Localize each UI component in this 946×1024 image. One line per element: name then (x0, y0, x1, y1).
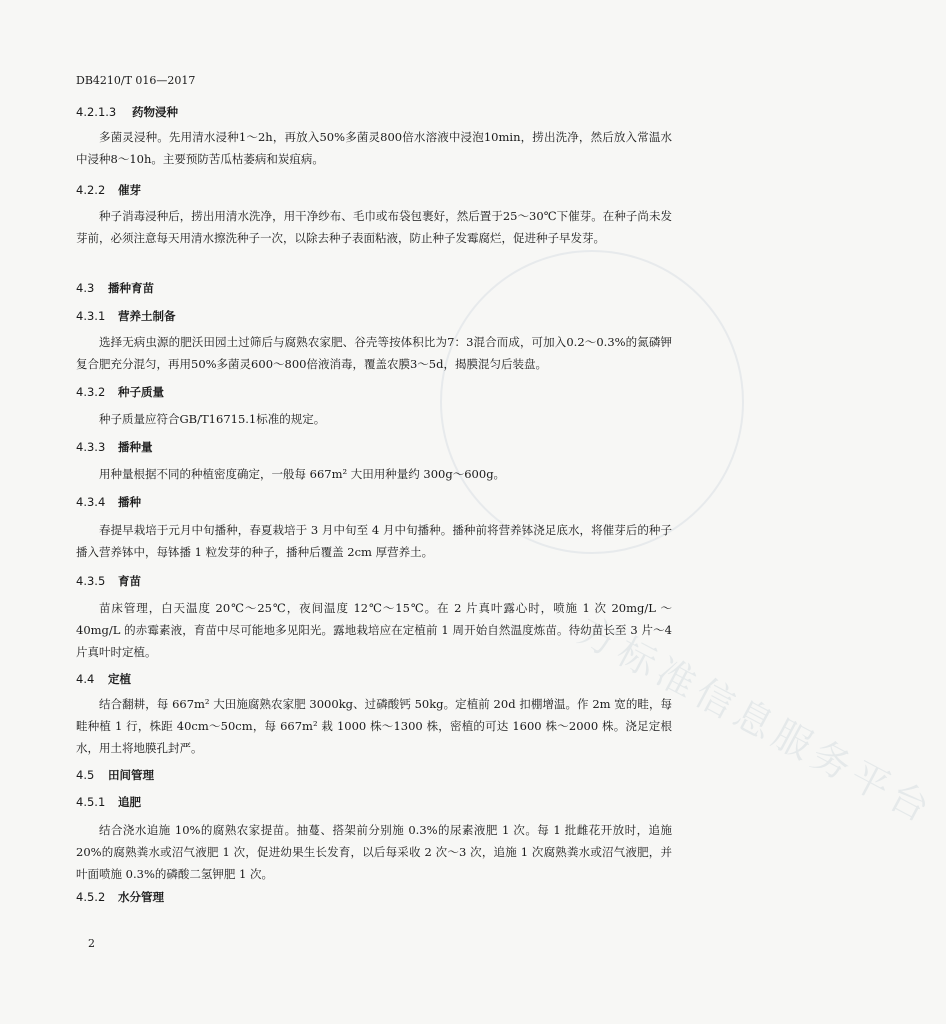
paragraph: 春提早栽培于元月中旬播种，春夏栽培于 3 月中旬至 4 月中旬播种。播种前将营养钵浇足底水，将催芽后的种子播入营养钵中，每钵播 1 粒发芽的种子，播种后覆盖 2cm 厚营养土。 (76, 523, 672, 559)
section-heading (76, 384, 164, 400)
paragraph: 种子质量应符合GB/T16715.1标准的规定。 (99, 412, 326, 426)
section-heading (76, 104, 178, 120)
section-number: 4.2.2 (76, 183, 106, 197)
section-title: 育苗 (118, 574, 141, 588)
section-heading (76, 767, 154, 783)
section-number: 4.3.5 (76, 574, 106, 588)
section-number: 4.3.3 (76, 440, 106, 454)
section-heading (76, 280, 154, 296)
page-number: 2 (88, 937, 95, 950)
paragraph: 结合浇水追施 10%的腐熟农家提苗。抽蔓、搭架前分别施 0.3%的尿素液肥 1 次。每 1 批雌花开放时，追施 20%的腐熟粪水或沼气液肥 1 次，促进幼果生长发育，以后每采收 2 次～3 次，追施 1 次腐熟粪水或沼气液肥，并叶面喷施 0.3%的磷酸二氢钾肥 1 次。 (76, 823, 672, 881)
section-title: 田间管理 (108, 768, 154, 782)
section-number: 4.3 (76, 281, 95, 295)
section-title: 催芽 (118, 183, 141, 197)
section-title: 播种 (118, 495, 141, 509)
section-title: 播种育苗 (108, 281, 154, 295)
section-heading (76, 494, 141, 510)
section-title: 种子质量 (118, 385, 164, 399)
section-heading (76, 794, 141, 810)
section-heading (76, 308, 176, 324)
section-heading (76, 671, 131, 687)
section-number: 4.3.1 (76, 309, 106, 323)
section-number: 4.3.2 (76, 385, 106, 399)
section-number: 4.5.1 (76, 795, 106, 809)
section-number: 4.3.4 (76, 495, 106, 509)
section-number: 4.2.1.3 (76, 105, 117, 119)
paragraph: 结合翻耕，每 667m² 大田施腐熟农家肥 3000kg、过磷酸钙 50kg。定植前 20d 扣棚增温。作 2m 宽的畦，每畦种植 1 行，株距 40cm～50cm，每 667m² 栽 1000 株～1300 株，密植的可达 1600 株～2000 株。浇足定根水，用土将地膜孔封严。 (76, 697, 672, 755)
section-title: 定植 (108, 672, 131, 686)
section-heading (76, 889, 164, 905)
section-number: 4.5.2 (76, 890, 106, 904)
section-heading (76, 573, 141, 589)
section-title: 营养土制备 (118, 309, 176, 323)
section-number: 4.5 (76, 768, 95, 782)
paragraph: 选择无病虫源的肥沃田园土过筛后与腐熟农家肥、谷壳等按体积比为7：3混合而成，可加入0.2～0.3%的氮磷钾复合肥充分混匀，再用50%多菌灵600～800倍液消毒，覆盖农膜3～5d，揭膜混匀后装盘。 (76, 335, 672, 371)
paragraph: 用种量根据不同的种植密度确定，一般每 667m² 大田用种量约 300g～600g。 (99, 467, 506, 481)
section-heading (76, 182, 141, 198)
watermark-seal (440, 250, 744, 554)
section-title: 追肥 (118, 795, 141, 809)
paragraph: 种子消毒浸种后，捞出用清水洗净，用干净纱布、毛巾或布袋包裹好，然后置于25～30℃下催芽。在种子尚未发芽前，必须注意每天用清水擦洗种子一次，以除去种子表面粘液，防止种子发霉腐烂，促进种子早发芽。 (76, 209, 672, 245)
section-heading (76, 439, 153, 455)
section-title: 药物浸种 (132, 105, 178, 119)
section-number: 4.4 (76, 672, 95, 686)
document-code: DB4210/T 016—2017 (76, 74, 196, 87)
paragraph: 苗床管理，白天温度 20℃～25℃，夜间温度 12℃～15℃。在 2 片真叶露心时，喷施 1 次 20mg/L ～40mg/L 的赤霉素液，育苗中尽可能地多见阳光。露地栽培应在定植前 1 周开始自然温度炼苗。待幼苗长至 3 片～4 片真叶时定植。 (76, 601, 672, 659)
watermark-text: 方标准信息服务平台 (571, 608, 942, 833)
paragraph: 多菌灵浸种。先用清水浸种1～2h，再放入50%多菌灵800倍水溶液中浸泡10min，捞出洗净，然后放入常温水中浸种8～10h。主要预防苦瓜枯萎病和炭疽病。 (76, 130, 672, 166)
section-title: 播种量 (118, 440, 153, 454)
section-title: 水分管理 (118, 890, 164, 904)
